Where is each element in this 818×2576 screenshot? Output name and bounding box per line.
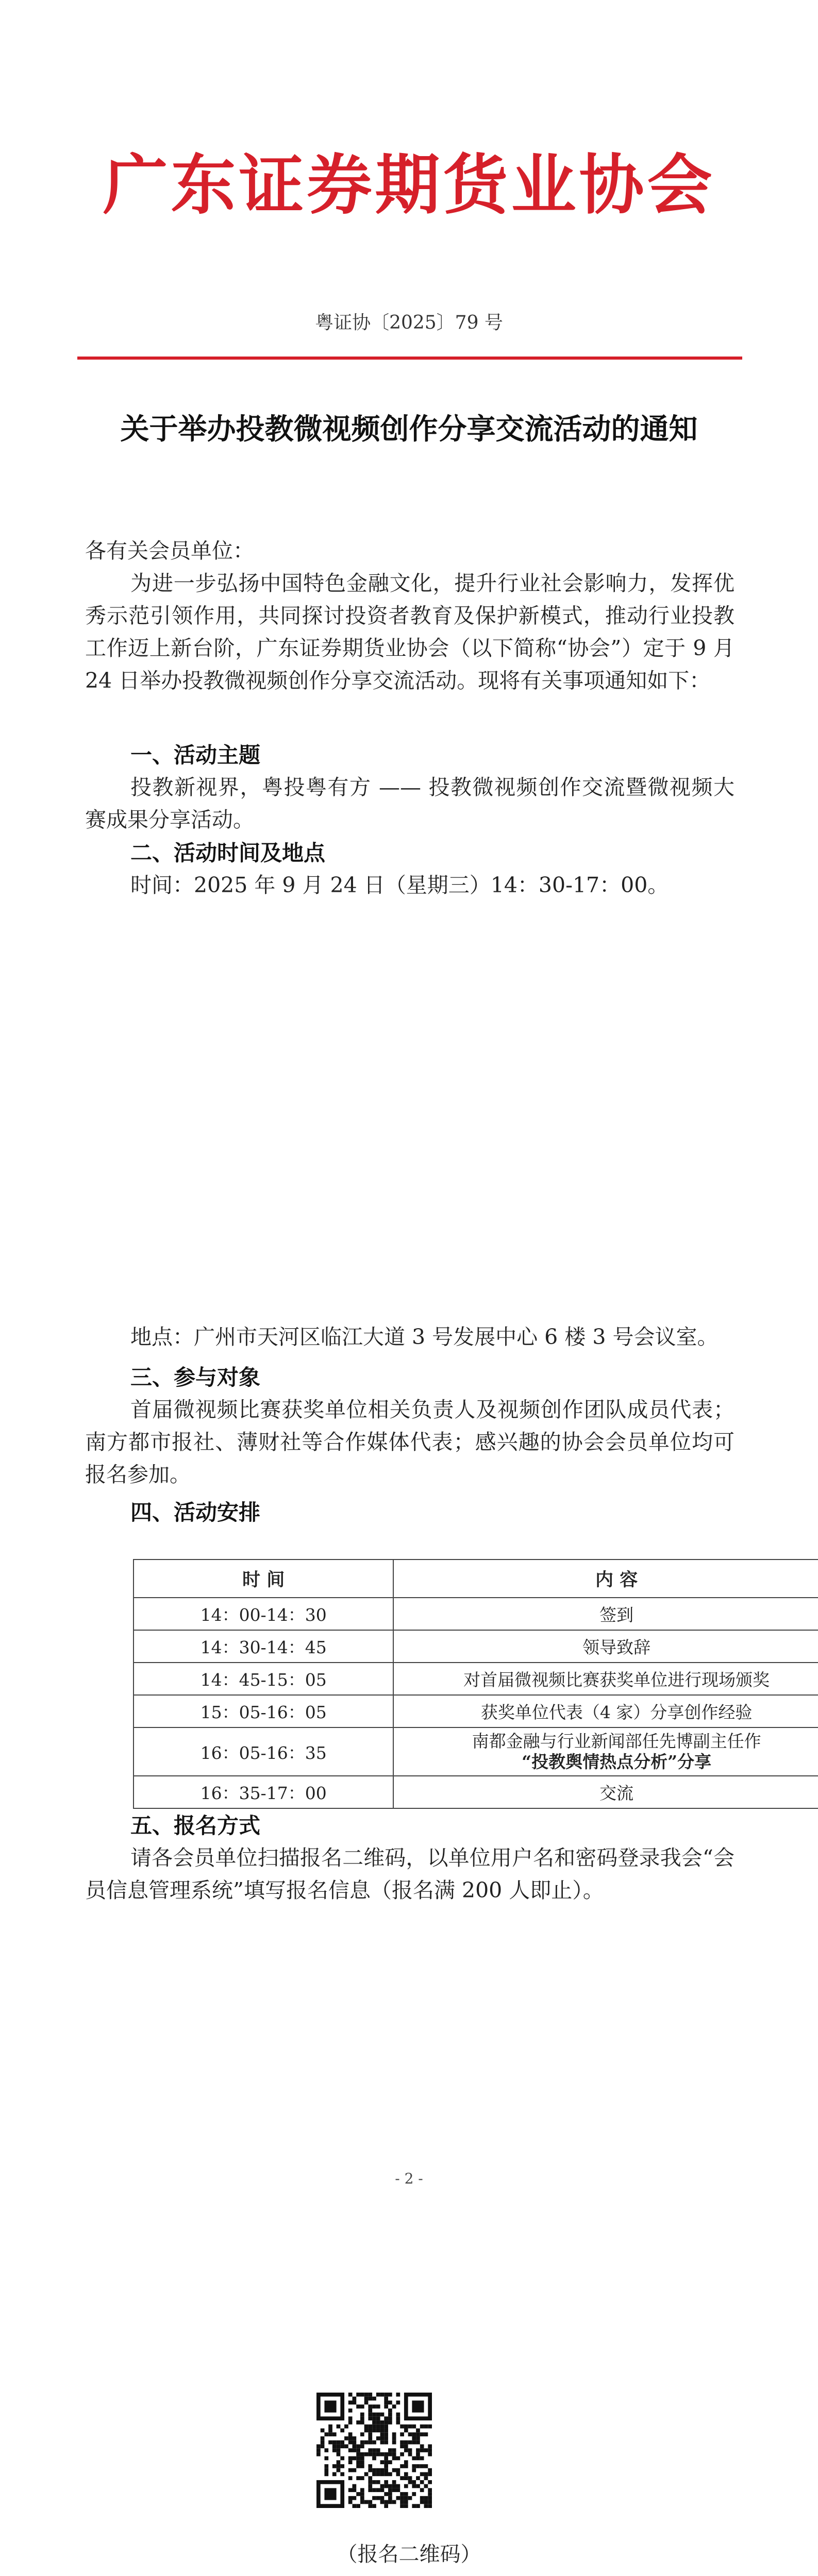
header-content: 内 容	[393, 1560, 818, 1598]
time-cell: 14：00-14：30	[133, 1598, 393, 1630]
notice-title: 关于举办投教微视频创作分享交流活动的通知	[120, 412, 698, 446]
table-row	[133, 1695, 818, 1727]
document-number: 粤证协〔2025〕79 号	[315, 312, 503, 333]
time-cell: 16：05-16：35	[133, 1727, 393, 1776]
content-cell	[393, 1727, 818, 1776]
table-row	[133, 1630, 818, 1663]
content-cell: 领导致辞	[393, 1630, 818, 1663]
section-heading-theme: 一、活动主题	[130, 742, 261, 768]
content-cell: 签到	[393, 1598, 818, 1630]
registration-paragraph: 请各会员单位扫描报名二维码，以单位用户名和密码登录我会“会员信息管理系统”填写报名信息（报名满 200 人即止）。	[85, 1845, 734, 1903]
table-row	[133, 1727, 818, 1776]
salutation: 各有关会员单位：	[85, 538, 254, 563]
table-row	[133, 1776, 818, 1808]
intro-paragraph: 为进一步弘扬中国特色金融文化，提升行业社会影响力，发挥优秀示范引领作用，共同探讨投资者教育及保护新模式，推动行业投教工作迈上新台阶，广东证券期货业协会（以下简称“协会”）定于 9 月 24 日举办投教微视频创作分享交流活动。现将有关事项通知如下：	[85, 571, 734, 693]
time-paragraph: 时间：2025 年 9 月 24 日（星期三）14：30-17：00。	[130, 873, 669, 897]
header-time: 时 间	[133, 1560, 393, 1598]
time-cell: 14：45-15：05	[133, 1663, 393, 1695]
time-cell: 16：35-17：00	[133, 1776, 393, 1808]
letterhead-title: 广东证券期货业协会	[103, 147, 715, 223]
participants-paragraph: 首届微视频比赛获奖单位相关负责人及视频创作团队成员代表；南方都市报社、薄财社等合作媒体代表；感兴趣的协会会员单位均可报名参加。	[85, 1397, 734, 1487]
section-heading-time-place: 二、活动时间及地点	[130, 840, 326, 866]
letterhead-divider	[77, 357, 742, 360]
qr-caption: （报名二维码）	[337, 2543, 481, 2566]
content-cell: 获奖单位代表（4 家）分享创作经验	[393, 1695, 818, 1727]
place-paragraph: 地点：广州市天河区临江大道 3 号发展中心 6 楼 3 号会议室。	[130, 1325, 719, 1349]
theme-paragraph: 投教新视界，粤投粤有方 —— 投教微视频创作交流暨微视频大赛成果分享活动。	[85, 775, 734, 832]
time-cell: 14：30-14：45	[133, 1630, 393, 1663]
schedule-table	[133, 1559, 818, 1809]
section-heading-schedule: 四、活动安排	[130, 1500, 261, 1525]
table-header-row	[133, 1560, 818, 1598]
time-cell: 15：05-16：05	[133, 1695, 393, 1727]
registration-qr-code[interactable]	[316, 2393, 432, 2508]
content-cell: 对首届微视频比赛获奖单位进行现场颁奖	[393, 1663, 818, 1695]
table-row	[133, 1598, 818, 1630]
section-heading-participants: 三、参与对象	[130, 1365, 261, 1390]
content-line: 南都金融与行业新闻部任先博副主任作	[472, 1731, 761, 1751]
content-cell: 交流	[393, 1776, 818, 1808]
page-number: - 2 -	[395, 2170, 423, 2187]
content-line: “投教舆情热点分析”分享	[522, 1752, 712, 1772]
table-row	[133, 1663, 818, 1695]
section-heading-registration: 五、报名方式	[130, 1813, 261, 1838]
